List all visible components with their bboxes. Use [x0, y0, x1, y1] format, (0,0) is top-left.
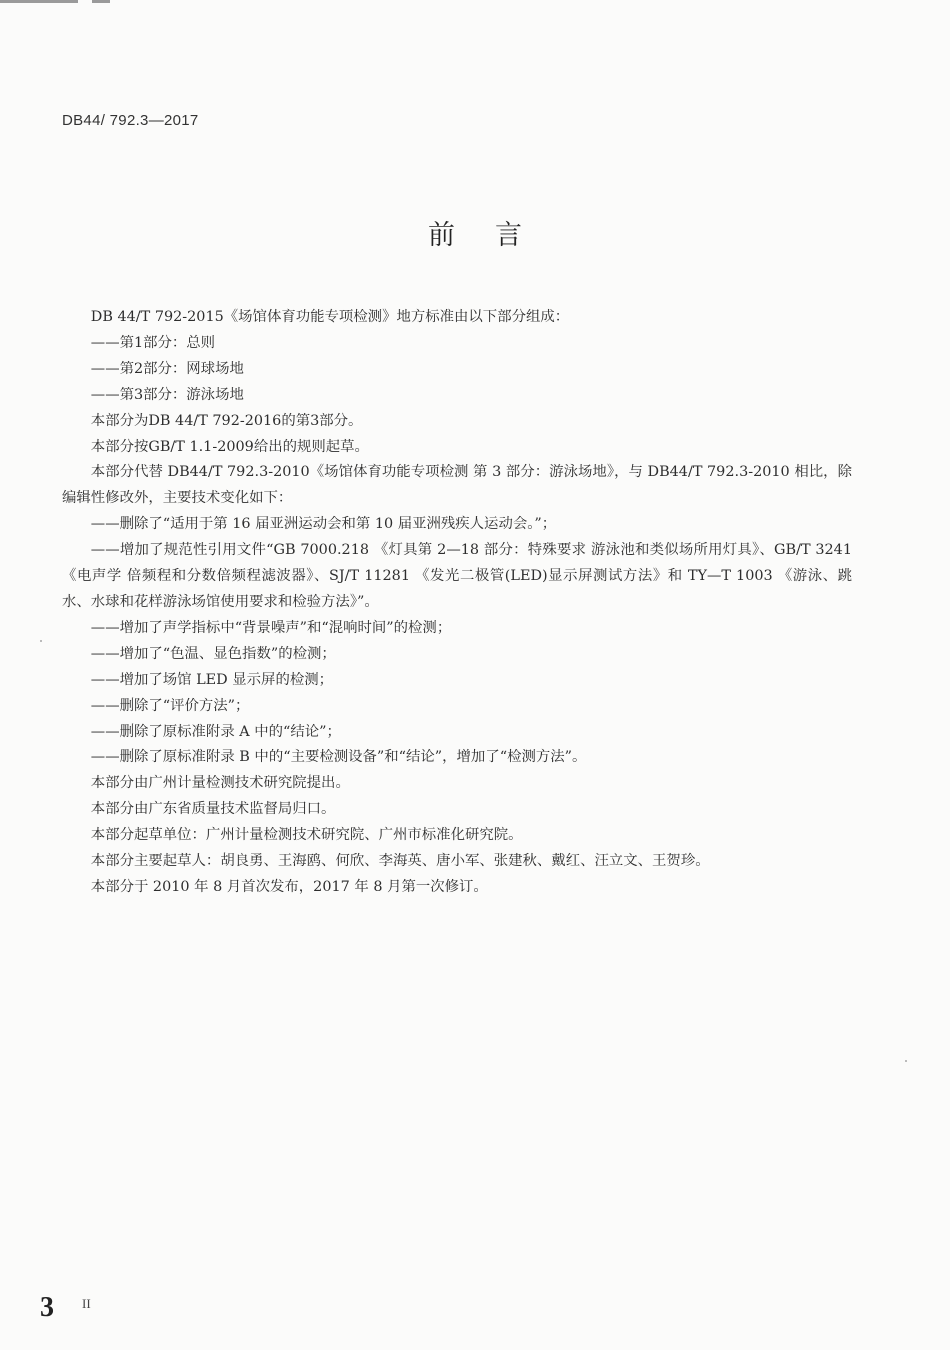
- change-item-6: ——删除了“评价方法”；: [90, 697, 250, 714]
- document-code: DB44/ 792.3—2017: [62, 112, 199, 129]
- part-statement: 本部分为DB 44/T 792-2016的第3部分。: [90, 412, 363, 429]
- list-item-part-2: ——第2部分：网球场地: [90, 360, 244, 377]
- change-item-2: ——增加了规范性引用文件“GB 7000.218 《灯具第 2—18 部分：特殊要求 游泳池和类似场所用灯具》、GB/T 3241 《电声学 倍频程和分数倍频程滤波器》、SJ/T 11281 《发光二极管(LED)显示屏测试方法》和 TY—T 1003 《游泳、跳水、水球和花样游泳场馆使用要求和检验方法》”。: [62, 542, 852, 610]
- intro-paragraph: DB 44/T 792-2015《场馆体育功能专项检测》地方标准由以下部分组成：: [90, 309, 570, 325]
- drafting-rule-statement: 本部分按GB/T 1.1-2009给出的规则起草。: [90, 438, 369, 455]
- roman-page-number: II: [82, 1296, 91, 1311]
- change-item-1: ——删除了“适用于第 16 届亚洲运动会和第 10 届亚洲残疾人运动会。”；: [90, 516, 557, 533]
- replacement-statement: 本部分代替 DB44/T 792.3-2010《场馆体育功能专项检测 第 3 部分：游泳场地》，与 DB44/T 792.3-2010 相比，除编辑性修改外，主要技术变化如下：: [62, 464, 852, 507]
- scan-speck: [905, 1060, 907, 1062]
- change-item-7: ——删除了原标准附录 A 中的“结论”；: [90, 723, 341, 740]
- scan-edge-mark: [0, 0, 110, 3]
- drafting-units-statement: 本部分起草单位：广州计量检测技术研究院、广州市标准化研究院。: [90, 827, 523, 844]
- list-item-part-1: ——第1部分：总则: [90, 334, 216, 351]
- scan-speck: [40, 640, 42, 642]
- page-title: 前言: [428, 220, 562, 251]
- change-item-3: ——增加了声学指标中“背景噪声”和“混响时间”的检测；: [90, 619, 452, 636]
- page-number: 3: [40, 1292, 54, 1323]
- change-item-4: ——增加了“色温、显色指数”的检测；: [90, 645, 336, 662]
- document-body: [62, 305, 852, 901]
- proposer-statement: 本部分由广州计量检测技术研究院提出。: [90, 775, 350, 792]
- list-item-part-3: ——第3部分：游泳场地: [90, 386, 244, 403]
- governing-body-statement: 本部分由广东省质量技术监督局归口。: [90, 801, 336, 818]
- change-item-5: ——增加了场馆 LED 显示屏的检测；: [90, 671, 334, 688]
- publication-history-statement: 本部分于 2010 年 8 月首次发布，2017 年 8 月第一次修订。: [90, 878, 488, 895]
- change-item-8: ——删除了原标准附录 B 中的“主要检测设备”和“结论”，增加了“检测方法”。: [90, 749, 587, 766]
- drafters-statement: 本部分主要起草人：胡良勇、王海鸥、何欣、李海英、唐小军、张建秋、戴红、汪立文、王贺珍。: [90, 853, 710, 870]
